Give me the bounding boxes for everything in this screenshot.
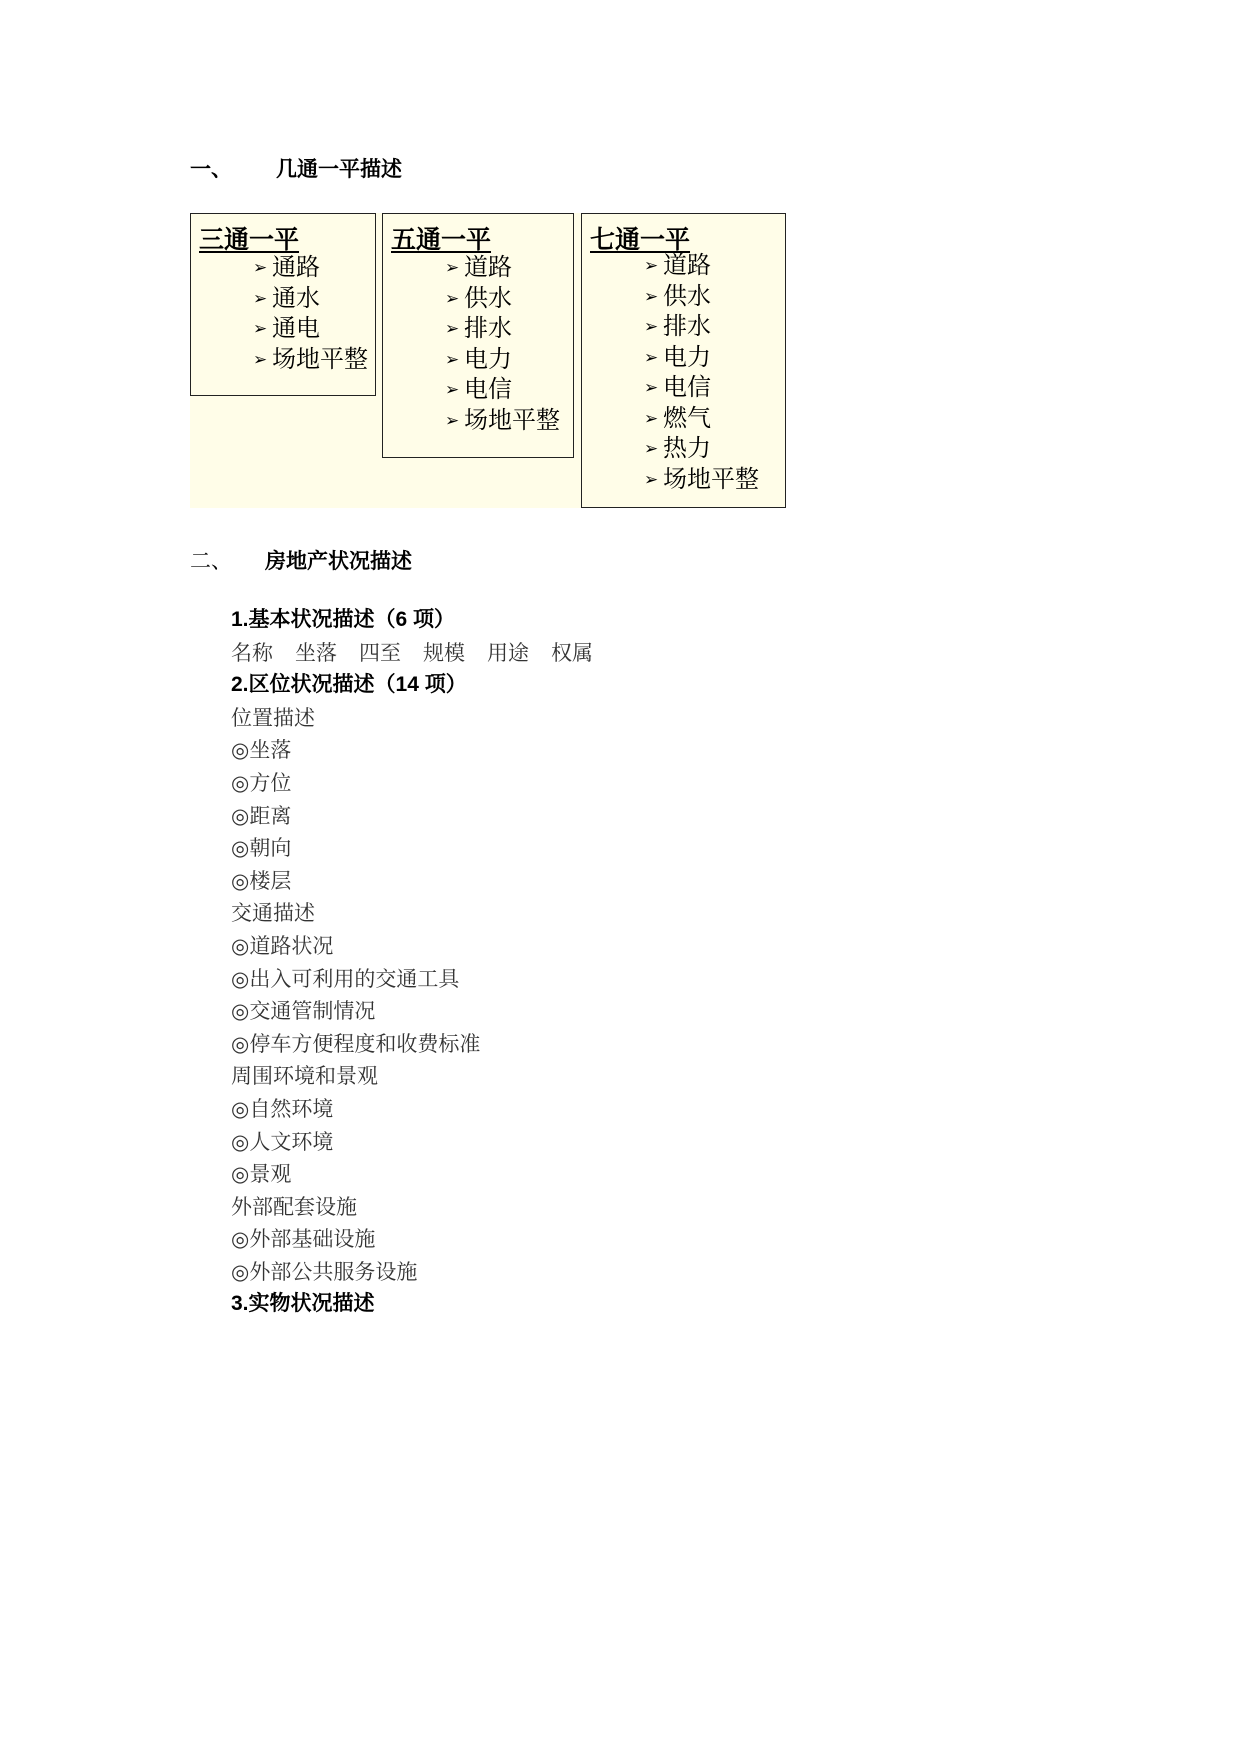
arrow-bullet-icon: ➢ <box>644 286 659 307</box>
box-item-label: 通路 <box>272 253 320 281</box>
sub3-heading: 3.实物状况描述 <box>231 1292 375 1316</box>
basic-item: 规模 <box>423 640 465 665</box>
box-item-label: 道路 <box>663 251 711 279</box>
box-item-label: 通电 <box>272 314 320 342</box>
location-line: ◎交通管制情况 <box>231 999 376 1024</box>
box-item-label: 排水 <box>464 314 512 342</box>
basic-item: 权属 <box>551 640 593 665</box>
box-item-label: 燃气 <box>663 403 711 432</box>
section-1-number: 一、 <box>190 157 232 181</box>
location-line: ◎方位 <box>231 770 292 795</box>
arrow-bullet-icon: ➢ <box>445 319 460 339</box>
location-line: 交通描述 <box>231 901 315 926</box>
basic-item: 坐落 <box>295 640 337 665</box>
box-item <box>253 252 368 283</box>
section-1-heading <box>190 153 402 183</box>
location-line: ◎自然环境 <box>231 1096 334 1121</box>
arrow-bullet-icon: ➢ <box>253 258 268 278</box>
arrow-bullet-icon: ➢ <box>644 378 659 398</box>
box-item <box>644 403 759 434</box>
box-list <box>253 252 368 374</box>
box-item <box>445 283 560 314</box>
basic-item: 名称 <box>231 640 273 665</box>
box-item-label: 场地平整 <box>272 344 368 373</box>
basic-item: 用途 <box>487 640 529 665</box>
box-item <box>644 464 759 495</box>
box-item-label: 电信 <box>663 373 711 401</box>
box-san-tong <box>190 213 376 396</box>
arrow-bullet-icon: ➢ <box>445 349 460 370</box>
sub1-heading: 1.基本状况描述（6 项） <box>231 608 456 631</box>
arrow-bullet-icon: ➢ <box>644 256 659 276</box>
box-item-label: 热力 <box>663 434 711 462</box>
arrow-bullet-icon: ➢ <box>644 408 659 429</box>
location-line: ◎道路状况 <box>231 933 334 958</box>
section-1-title: 几通一平描述 <box>276 157 402 181</box>
box-item <box>644 250 759 281</box>
location-line: ◎人文环境 <box>231 1129 334 1154</box>
location-line: ◎外部基础设施 <box>231 1227 376 1252</box>
location-line: ◎坐落 <box>231 738 292 763</box>
box-item <box>445 374 560 405</box>
location-line: 位置描述 <box>231 705 315 730</box>
section-2-heading <box>190 545 412 575</box>
box-title: 五通一平 <box>391 225 492 254</box>
basic-items <box>231 637 615 670</box>
arrow-bullet-icon: ➢ <box>644 347 659 368</box>
box-item <box>253 283 368 314</box>
location-line: ◎楼层 <box>231 868 292 893</box>
box-item-label: 场地平整 <box>464 405 560 434</box>
sub2-heading: 2.区位状况描述（14 项） <box>231 673 467 697</box>
box-title: 七通一平 <box>590 225 691 254</box>
location-line: ◎朝向 <box>231 836 292 861</box>
arrow-bullet-icon: ➢ <box>445 258 460 278</box>
box-item-label: 场地平整 <box>663 464 759 493</box>
arrow-bullet-icon: ➢ <box>253 319 268 339</box>
box-item <box>445 405 560 436</box>
box-item <box>644 311 759 342</box>
box-item <box>644 372 759 403</box>
arrow-bullet-icon: ➢ <box>644 439 659 459</box>
location-line: ◎景观 <box>231 1162 292 1187</box>
box-qi-tong <box>581 213 786 508</box>
box-item <box>253 344 368 375</box>
section-2-body <box>231 604 615 1321</box>
arrow-bullet-icon: ➢ <box>253 349 268 370</box>
box-item <box>445 252 560 283</box>
section-2-title: 房地产状况描述 <box>265 549 412 573</box>
section-2-number: 二、 <box>190 549 232 573</box>
arrow-bullet-icon: ➢ <box>644 317 659 337</box>
box-item-label: 通水 <box>272 283 320 312</box>
figure-utilities <box>190 213 786 508</box>
box-wu-tong <box>382 213 574 458</box>
location-line: ◎距离 <box>231 803 292 828</box>
box-title: 三通一平 <box>199 225 300 254</box>
basic-item: 四至 <box>359 640 401 665</box>
box-item-label: 电信 <box>464 375 512 403</box>
box-item-label: 排水 <box>663 312 711 340</box>
box-item-label: 道路 <box>464 253 512 281</box>
arrow-bullet-icon: ➢ <box>445 288 460 309</box>
box-item-label: 电力 <box>663 342 711 371</box>
box-item <box>445 344 560 375</box>
arrow-bullet-icon: ➢ <box>445 410 460 431</box>
location-line: 周围环境和景观 <box>231 1064 378 1089</box>
box-item <box>445 313 560 344</box>
box-item <box>253 313 368 344</box>
sub2-lines <box>231 702 615 1289</box>
box-item <box>644 281 759 312</box>
location-line: ◎出入可利用的交通工具 <box>231 966 460 991</box>
arrow-bullet-icon: ➢ <box>644 469 659 490</box>
arrow-bullet-icon: ➢ <box>253 288 268 309</box>
location-line: ◎停车方便程度和收费标准 <box>231 1031 481 1056</box>
arrow-bullet-icon: ➢ <box>445 380 460 400</box>
box-item <box>644 433 759 464</box>
box-list <box>445 252 560 435</box>
box-item-label: 供水 <box>663 281 711 310</box>
location-line: 外部配套设施 <box>231 1194 357 1219</box>
box-item-label: 供水 <box>464 283 512 312</box>
box-item-label: 电力 <box>464 344 512 373</box>
location-line: ◎外部公共服务设施 <box>231 1259 418 1284</box>
box-list <box>644 250 759 494</box>
box-item <box>644 342 759 373</box>
